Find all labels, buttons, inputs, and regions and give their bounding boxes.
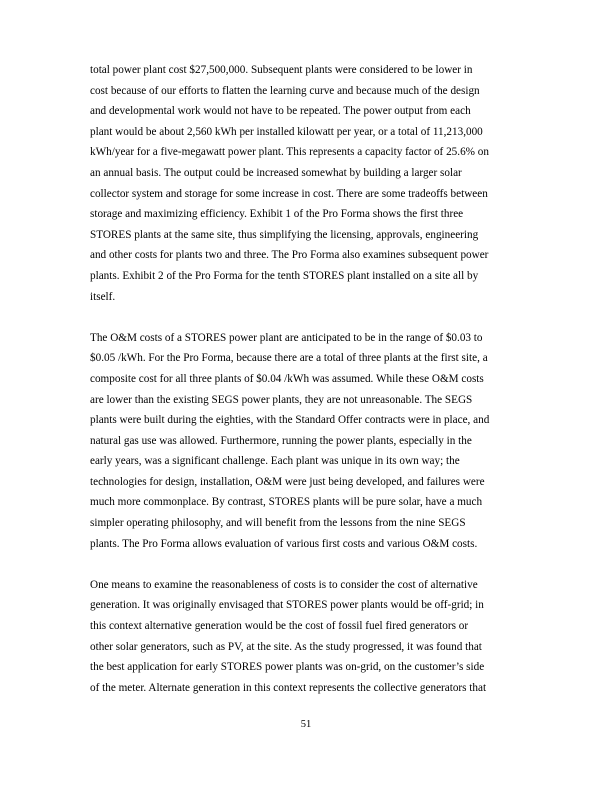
text-line: early years, was a significant challenge. Each plant was unique in its own way; the [90, 455, 460, 468]
text-line: plants. The Pro Forma allows evaluation of various first costs and various O&M costs. [90, 537, 478, 550]
text-line: $0.05 /kWh. For the Pro Forma, because there are a total of three plants at the first site, a [90, 352, 488, 365]
text-line: kWh/year for a five-megawatt power plant. This represents a capacity factor of 25.6% on [90, 146, 489, 159]
paragraph-spacer [90, 307, 520, 328]
text-line: are lower than the existing SEGS power plants, they are not unreasonable. The SEGS [90, 393, 473, 406]
text-line: cost because of our efforts to flatten the learning curve and because much of the design [90, 84, 480, 97]
text-line: plants. Exhibit 2 of the Pro Forma for the tenth STORES plant installed on a site all by [90, 269, 479, 282]
text-line: an annual basis. The output could be increased somewhat by building a larger solar [90, 166, 462, 179]
body-text [90, 60, 520, 698]
text-line: plant would be about 2,560 kWh per installed kilowatt per year, or a total of 11,213,000 [90, 125, 483, 138]
paragraph-2 [90, 328, 520, 555]
text-line: natural gas use was allowed. Furthermore, running the power plants, especially in the [90, 434, 472, 447]
text-line: other solar generators, such as PV, at the site. As the study progressed, it was found that [90, 640, 482, 653]
text-line: STORES plants at the same site, thus simplifying the licensing, approvals, engineering [90, 228, 479, 241]
text-line: much more commonplace. By contrast, STORES plants will be pure solar, have a much [90, 496, 483, 509]
text-line: simpler operating philosophy, and will benefit from the lessons from the nine SEGS [90, 517, 466, 530]
text-line: itself. [90, 290, 116, 303]
paragraph-spacer [90, 554, 520, 575]
text-line: technologies for design, installation, O&M were just being developed, and failures were [90, 475, 485, 488]
text-line: storage and maximizing efficiency. Exhibit 1 of the Pro Forma shows the first three [90, 208, 464, 221]
text-line: and other costs for plants two and three. The Pro Forma also examines subsequent power [90, 249, 489, 262]
text-line: One means to examine the reasonableness of costs is to consider the cost of alternative [90, 578, 478, 591]
text-line: plants were built during the eighties, with the Standard Offer contracts were in place, and [90, 414, 490, 427]
text-line: the best application for early STORES power plants was on-grid, on the customer’s side [90, 661, 485, 674]
text-line: The O&M costs of a STORES power plant are anticipated to be in the range of $0.03 to [90, 331, 483, 344]
text-line: and developmental work would not have to be repeated. The power output from each [90, 105, 471, 118]
page-number: 51 [300, 719, 312, 730]
text-line: composite cost for all three plants of $0.04 /kWh was assumed. While these O&M costs [90, 372, 484, 385]
text-line: collector system and storage for some increase in cost. There are some tradeoffs between [90, 187, 488, 200]
text-line: generation. It was originally envisaged that STORES power plants would be off-grid; in [90, 599, 484, 612]
paragraph-3 [90, 575, 520, 699]
text-line: this context alternative generation would be the cost of fossil fuel fired generators or [90, 620, 469, 633]
text-line: of the meter. Alternate generation in this context represents the collective generators that [90, 681, 487, 694]
paragraph-1 [90, 60, 520, 307]
text-line: total power plant cost $27,500,000. Subsequent plants were considered to be lower in [90, 64, 473, 76]
